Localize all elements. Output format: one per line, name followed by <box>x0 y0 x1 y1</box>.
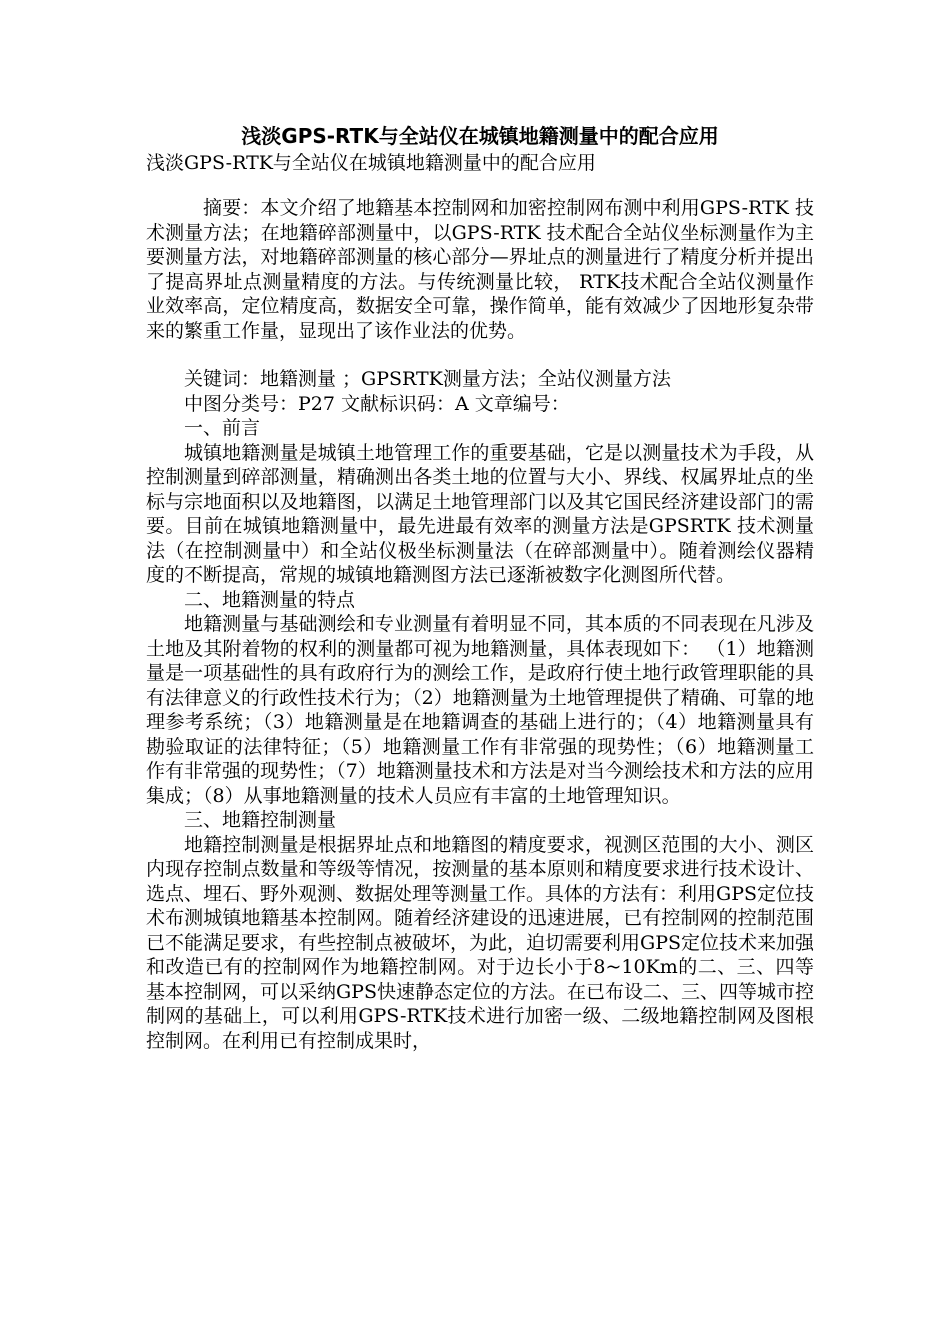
section-body-features: 地籍测量与基础测绘和专业测量有着明显不同，其本质的不同表现在凡涉及土地及其附着物的权利的测量都可视为地籍测量，具体表现如下： （1）地籍测量是一项基础性的具有政府行为的测绘工作，是政府行使土地行政管理职能的具有法律意义的行政性技术行为；（2）地籍测量为土地管理提供了精确、可靠的地理参考系统；（3）地籍测量是在地籍调查的基础上进行的；（4）地籍测量具有勘验取证的法律特征；（5）地籍测量工作有非常强的现势性；（6）地籍测量工作有非常强的现势性；（7）地籍测量技术和方法是对当今测绘技术和方法的应用集成；（8）从事地籍测量的技术人员应有丰富的土地管理知识。 <box>146 613 814 807</box>
section-body-preface: 城镇地籍测量是城镇土地管理工作的重要基础，它是以测量技术为手段，从控制测量到碎部测量，精确测出各类土地的位置与大小、界线、权属界址点的坐标与宗地面积以及地籍图，以满足土地管理部门以及其它国民经济建设部门的需要。目前在城镇地籍测量中，最先进最有效率的测量方法是GPSRTK 技术测量法（在控制测量中）和全站仪极坐标测量法（在碎部测量中）。随着测绘仪器精度的不断提高，常规的城镇地籍测图方法已逐渐被数字化测图所代替。 <box>146 441 814 586</box>
section-heading-control-survey: 三、地籍控制测量 <box>184 809 337 831</box>
abstract-paragraph: 摘要：本文介绍了地籍基本控制网和加密控制网布测中利用GPS-RTK 技术测量方法；在地籍碎部测量中，以GPS-RTK 技术配合全站仪坐标测量作为主要测量方法，对地籍碎部测量的核心部分—界址点的测量进行了精度分析并提出了提高界址点测量精度的方法。与传统测量比较， RTK技术配合全站仪测量作业效率高，定位精度高，数据安全可靠，操作简单，能有效减少了因地形复杂带来的繁重工作量，显现出了该作业法的优势。 <box>146 197 814 342</box>
document-subtitle: 浅淡GPS-RTK与全站仪在城镇地籍测量中的配合应用 <box>146 152 596 174</box>
document-page <box>146 122 814 1053</box>
section-heading-preface: 一、前言 <box>184 417 261 439</box>
document-title: 浅淡GPS-RTK与全站仪在城镇地籍测量中的配合应用 <box>241 124 719 148</box>
paragraph-gap <box>146 343 814 367</box>
classification-line: 中图分类号：P27 文献标识码：A 文章编号： <box>184 392 570 415</box>
section-body-control-survey: 地籍控制测量是根据界址点和地籍图的精度要求，视测区范围的大小、测区内现存控制点数量和等级等情况，按测量的基本原则和精度要求进行技术设计、选点、埋石、野外观测、数据处理等测量工作。具体的方法有：利用GPS定位技术布测城镇地籍基本控制网。随着经济建设的迅速进展，已有控制网的控制范围已不能满足要求，有些控制点被破坏，为此，迫切需要利用GPS定位技术来加强和改造已有的控制网作为地籍控制网。对于边长小于8~10Km的二、三、四等基本控制网，可以采纳GPS快速静态定位的方法。在已布设二、三、四等城市控制网的基础上，可以利用GPS-RTK技术进行加密一级、二级地籍控制网及图根控制网。在利用已有控制成果时， <box>146 833 814 1052</box>
keywords-line: 关键词：地籍测量 ；GPSRTK测量方法；全站仪测量方法 <box>184 368 671 390</box>
section-heading-features: 二、地籍测量的特点 <box>184 588 356 611</box>
